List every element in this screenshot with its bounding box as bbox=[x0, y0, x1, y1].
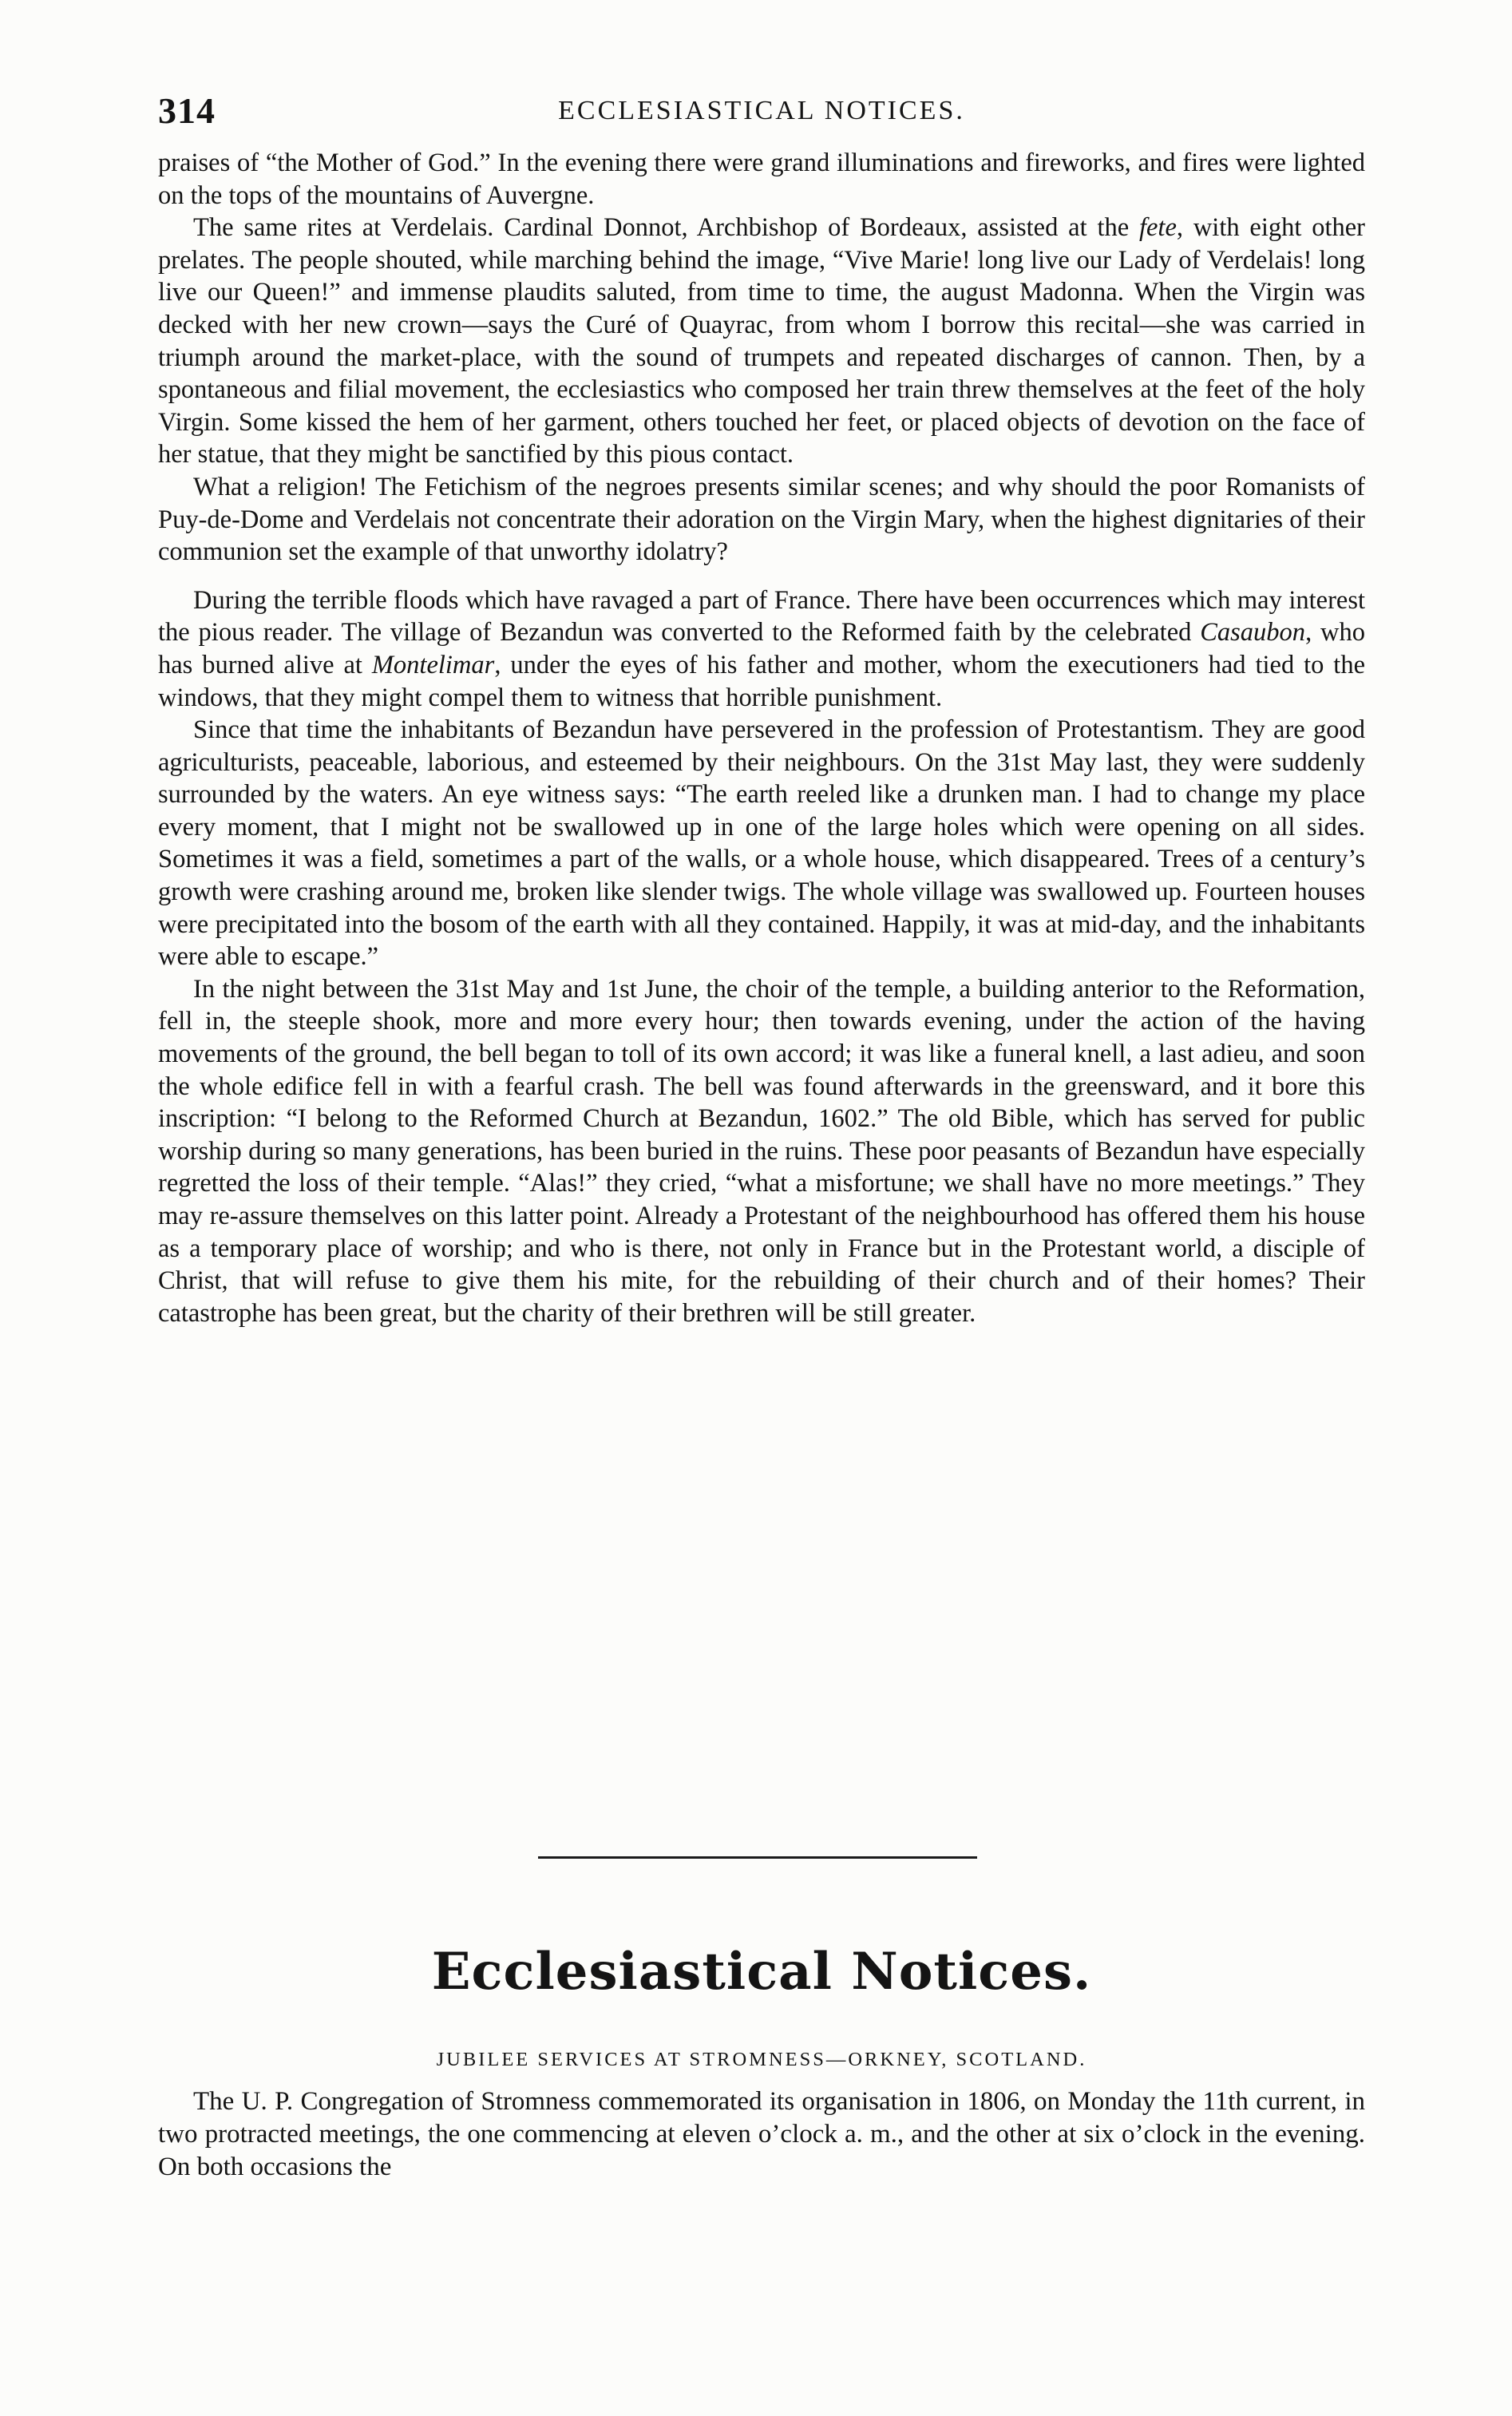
paragraph-text: The same rites at Verdelais. Cardinal Donnot, Archbishop of Bordeaux, assisted at the bbox=[193, 213, 1139, 243]
paragraph bbox=[158, 212, 1365, 471]
paragraph-text: Since that time the inhabitants of Bezandun have persevered in the profession of Protestantism. They are good agriculturists, peaceable, laborious, and esteemed by their neighbours. On the 31st May last, they were suddenly surrounded by the waters. An eye witness says: “The earth reeled like a drunken man. I had to change my place every moment, that I might not be swallowed up in one of the large holes which were opening on all sides. Sometimes it was a field, sometimes a part of the walls, or a whole house, which disappeared. Trees of a century’s growth were crashing around me, broken like slender twigs. The whole village was swallowed up. Fourteen houses were precipitated into the bosom of the earth with all they contained. Happily, it was at mid-day, and the inhabitants were able to escape.” bbox=[158, 715, 1365, 972]
section-heading: Ecclesiastical Notices. bbox=[431, 1942, 1092, 2002]
article-body bbox=[158, 147, 1365, 1329]
paragraph bbox=[158, 973, 1365, 1330]
paragraph-text: , with eight other prelates. The people shouted, while marching behind the image, “Vive Marie! long live our Lady of Verdelais! long live our Queen!” and immense plaudits saluted, from time to time, the august Madonna. When the Virgin was decked with her new crown—says the Curé of Quayrac, from whom I borrow this recital—she was carried in triumph around the market-place, with the sound of trumpets and repeated discharges of cannon. Then, by a spontaneous and filial movement, the ecclesiastics who composed her train threw themselves at the feet of the holy Virgin. Some kissed the hem of her garment, others touched her feet, or placed objects of devotion on the face of her statue, that they might be sanctified by this pious contact. bbox=[158, 213, 1365, 469]
italic-place: Montelimar bbox=[371, 650, 495, 679]
paragraph bbox=[158, 147, 1365, 212]
italic-term: fete bbox=[1138, 213, 1177, 243]
paragraph-text: In the night between the 31st May and 1st June, the choir of the temple, a building anterior to the Reformation, fell in, the steeple shook, more and more every hour; then towards evening, under the action of the having movements of the ground, the bell began to toll of its own accord; it was like a funeral knell, a last adieu, and soon the whole edifice fell in with a fearful crash. The bell was found afterwards in the greensward, and it bore this inscription: “I belong to the Reformed Church at Bezandun, 1602.” The old Bible, which has served for public worship during so many generations, has been buried in the ruins. These poor peasants of Bezandun have especially regretted the loss of their temple. “Alas!” they cried, “what a misfortune; we shall have no more meetings.” They may re-assure themselves on this latter point. Already a Protestant of the neighbourhood has offered them his house as a temporary place of worship; and who is there, not only in France but in the Protestant world, a disciple of Christ, that will refuse to give them his mite, for the rebuilding of their church and of their homes? Their catastrophe has been great, but the charity of their brethren will be still greater. bbox=[158, 974, 1365, 1328]
running-title: ECCLESIASTICAL NOTICES. bbox=[558, 96, 965, 125]
paragraph-text: praises of “the Mother of God.” In the evening there were grand illuminations and fireworks, and fires were lighted on the tops of the mountains of Auvergne. bbox=[158, 149, 1365, 210]
paragraph-text: , under the eyes of his father and mother, whom the executioners had tied to the windows, that they might compel them to witness that horrible punishment. bbox=[158, 650, 1366, 712]
paragraph bbox=[158, 471, 1365, 568]
running-head bbox=[158, 89, 1365, 137]
paragraph: The U. P. Congregation of Stromness commemorated its organisation in 1806, on Monday the 11th current, in two protracted meetings, the one commencing at eleven o’clock a. m., and the other at six o’clock in the evening. On both occasions the bbox=[158, 2087, 1365, 2181]
paragraph-text: What a religion! The Fetichism of the negroes presents similar scenes; and why should the poor Romanists of Puy-de-Dome and Verdelais not concentrate their adoration on the Virgin Mary, when the highest dignitaries of their communion set the example of that unworthy idolatry? bbox=[158, 472, 1365, 567]
paragraph-text: , who has burned alive at bbox=[158, 618, 1365, 679]
section-divider bbox=[538, 1856, 977, 1859]
paragraph bbox=[158, 584, 1365, 714]
page-number: 314 bbox=[158, 90, 216, 131]
notice-subheading: JUBILEE SERVICES AT STROMNESS—ORKNEY, SCOTLAND. bbox=[436, 2049, 1087, 2070]
paragraph-text: During the terrible floods which have ravaged a part of France. There have been occurrences which may interest the pious reader. The village of Bezandun was converted to the Reformed faith by the celebrated bbox=[158, 585, 1365, 648]
paragraph bbox=[158, 714, 1365, 973]
italic-name: Casaubon bbox=[1200, 618, 1306, 648]
notice-body bbox=[158, 2085, 1365, 2184]
